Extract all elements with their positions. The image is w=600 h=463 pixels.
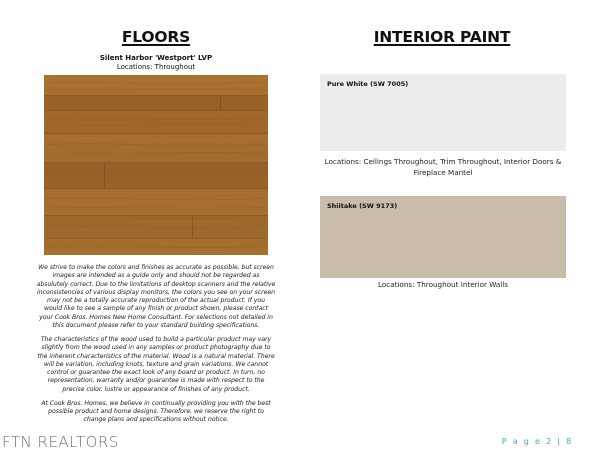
- disclaimer-line: would like to see a sample of any finish or product shown, please contact: [43, 305, 269, 313]
- disclaimer-line: your Cook Bros. Homes New Home Consultant. For selections not detailed in: [39, 313, 273, 321]
- disclaimer-line: The characteristics of the wood used to build a particular product may vary: [40, 336, 272, 343]
- disclaimer-line: At Cook Bros. Homes, we believe in continually providing you with the best: [41, 399, 271, 407]
- swatch-name: Shiitake (SW 9173): [327, 202, 398, 210]
- page-number: P a g e 2 | 8: [501, 437, 573, 446]
- locations-line: Fireplace Mantel: [413, 168, 473, 177]
- disclaimer-text: [18, 264, 294, 425]
- wood-floor-sample-image: [44, 75, 268, 255]
- locations-line: Locations: Throughout Interior Walls: [377, 280, 508, 289]
- floor-locations: Locations: Throughout: [116, 63, 196, 71]
- disclaimer-line: precise color, lustre or appearance of finishes of any product.: [62, 385, 250, 393]
- disclaimer-line: possible product and home designs. Therefore, we reserve the right to: [48, 408, 264, 415]
- paint-swatch-pure-white: [320, 74, 566, 151]
- swatch-name: Pure White (SW 7005): [327, 80, 409, 88]
- disclaimer-line: this document please refer to your standard building specifications.: [52, 321, 260, 329]
- swatch-locations-pure-white: [320, 156, 566, 178]
- disclaimer-line: images are intended as a guide only and should not be regarded as: [52, 272, 260, 280]
- disclaimer-line: the inherent characteristics of the material. Wood is a natural material. There: [37, 352, 275, 360]
- disclaimer-line: will be variation, including knots, texture and grain variations. We cannot: [43, 360, 269, 368]
- floor-product-name: Silent Harbor 'Westport' LVP: [99, 54, 213, 62]
- swatch-locations-shiitake: [320, 279, 566, 290]
- floors-heading: FLOORS: [121, 28, 191, 46]
- interior-paint-heading: INTERIOR PAINT: [373, 28, 511, 46]
- disclaimer-line: slightly from the wood used in any samples or product photography due to: [41, 344, 271, 352]
- locations-line: Locations: Ceilings Throughout, Trim Throughout, Interior Doors &: [324, 157, 562, 166]
- disclaimer-line: change plans and specifications without notice.: [83, 416, 229, 424]
- disclaimer-line: inconsistencies of various display monitors, the colors you see on your screen: [36, 288, 276, 296]
- disclaimer-line: may not be a totally accurate reproduction of the actual product. If you: [47, 297, 265, 304]
- disclaimer-line: representation, warranty and/or guarantee is made with respect to the: [47, 377, 265, 385]
- watermark-brand: FTN REALTORS: [2, 433, 119, 451]
- disclaimer-line: absolutely correct. Due to the limitations of desktop scanners and the relative: [36, 280, 276, 288]
- paint-swatch-shiitake: [320, 196, 566, 278]
- disclaimer-line: We strive to make the colors and finishes as accurate as possible, but screen: [38, 264, 274, 271]
- disclaimer-line: control or guarantee the exact look of any board or product. In turn, no: [47, 369, 265, 376]
